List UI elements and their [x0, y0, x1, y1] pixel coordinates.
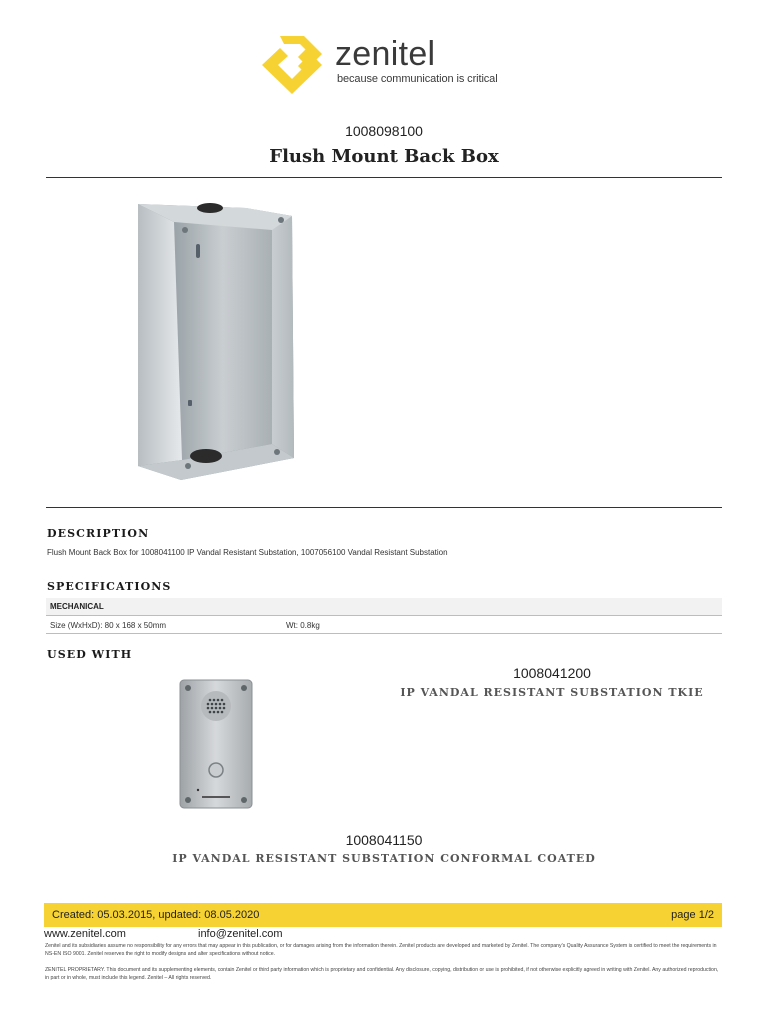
used-with-name-2[interactable]: IP VANDAL RESISTANT SUBSTATION CONFORMAL COATED [172, 852, 596, 865]
substation-photo [128, 674, 300, 816]
email-link[interactable]: info@zenitel.com [198, 928, 283, 940]
spec-size: Size (WxHxD): 80 x 168 x 50mm [50, 621, 167, 630]
used-with-id-1: 1008041200 [513, 665, 591, 681]
footer-bar [44, 903, 722, 927]
created-date: Created: 05.03.2015, updated: 08.05.2020 [52, 909, 260, 921]
page-number: page 1/2 [671, 909, 714, 921]
specifications-heading: SPECIFICATIONS [47, 580, 172, 593]
spec-weight: Wt: 0.8kg [286, 621, 320, 630]
used-with-heading: USED WITH [47, 648, 133, 661]
zenitel-logo [258, 32, 518, 96]
description-text: Flush Mount Back Box for 1008041100 IP Vandal Resistant Substation, 1007056100 Vandal Resistant Substation [47, 548, 448, 557]
legal-disclaimer: Zenitel and its subsidiaries assume no responsibility for any errors that may appear in this publication, or for damages arising from the information therein. Zenitel products are developed and marketed by Zenitel. The company's Quality Assurance System is certified to meet the requirements in NS-EN ISO 9001. Zenitel reserves the right to modify designs and alter specifications without notice. [45, 943, 717, 957]
logo-tagline: because communication is critical [337, 73, 498, 85]
page-title: Flush Mount Back Box [269, 146, 499, 167]
back-box-illustration [46, 186, 386, 492]
website-link[interactable]: www.zenitel.com [44, 928, 126, 940]
product-id: 1008098100 [345, 123, 423, 139]
used-with-id-2: 1008041150 [345, 832, 423, 848]
zenitel-logo-icon [260, 34, 324, 96]
substation-illustration [128, 674, 300, 816]
spec-group-header [46, 598, 722, 616]
logo-wordmark: zenitel [335, 35, 436, 73]
used-with-name-1[interactable]: IP VANDAL RESISTANT SUBSTATION TKIE [400, 686, 704, 699]
title-divider [46, 177, 722, 178]
legal-proprietary: ZENITEL PROPRIETARY. This document and its supplementing elements, contain Zenitel or third party information which is proprietary and confidential. Any disclosure, copying, distribution or use is prohibited, if not otherwise explicitly agreed in writing with Zenitel. Any authorized reproduction, in part or in whole, must include this legend. Zenitel – All rights reserved. [45, 967, 719, 981]
spec-row [46, 617, 722, 634]
spec-group-label: MECHANICAL [50, 602, 104, 611]
description-heading: DESCRIPTION [47, 527, 150, 540]
photo-divider [46, 507, 722, 508]
product-photo [46, 186, 386, 492]
